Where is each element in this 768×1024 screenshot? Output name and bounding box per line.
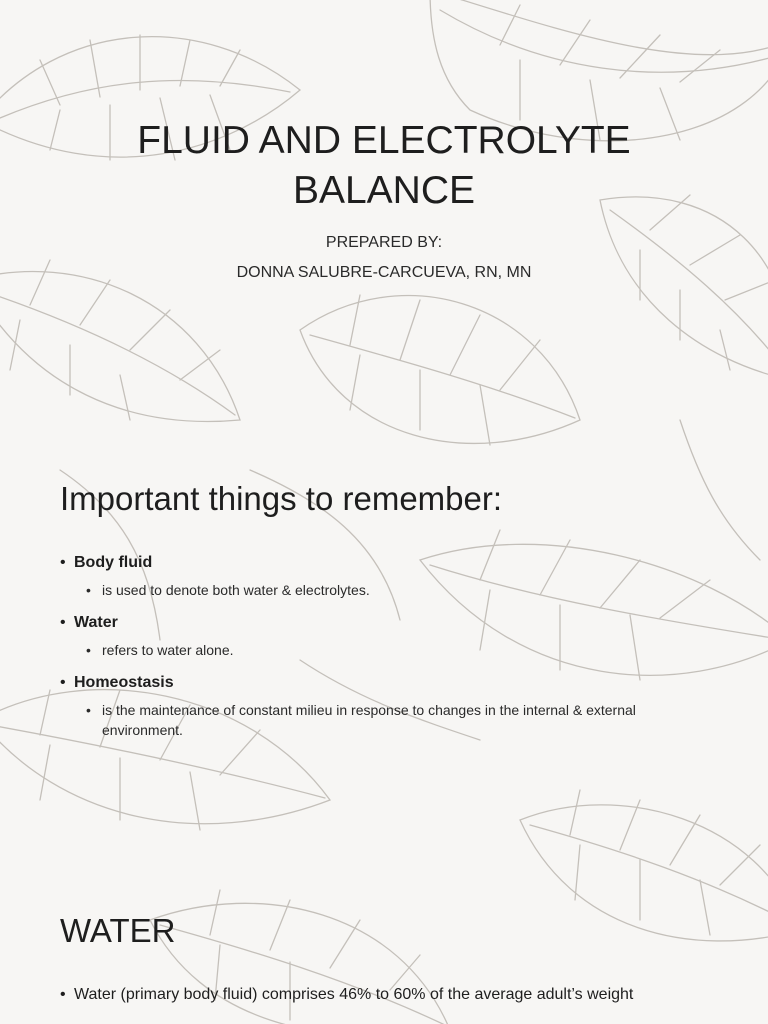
list-item bbox=[60, 612, 720, 660]
list-item bbox=[60, 552, 720, 600]
water-slide bbox=[0, 860, 768, 1024]
bullet-term: • Homeostasis bbox=[60, 672, 720, 694]
slide-heading: Important things to remember: bbox=[60, 480, 503, 517]
author-name: DONNA SALUBRE-CARCUEVA, RN, MN bbox=[236, 264, 532, 281]
bullet-detail: • is the maintenance of constant milieu in response to changes in the internal & external environment. bbox=[86, 700, 720, 740]
bullet-detail: • refers to water alone. bbox=[86, 640, 720, 660]
important-things-slide bbox=[0, 430, 768, 860]
bullet-term: • Body fluid bbox=[60, 552, 720, 574]
list-item bbox=[60, 672, 720, 740]
presentation-title: FLUID AND ELECTROLYTE BALANCE bbox=[137, 119, 631, 212]
title-slide bbox=[0, 0, 768, 430]
slide-heading: WATER bbox=[60, 912, 176, 949]
bullet-term: • Water bbox=[60, 612, 720, 634]
bullet-list bbox=[60, 552, 720, 752]
bullet-detail: • is used to denote both water & electrolytes. bbox=[86, 580, 720, 600]
bullet-list bbox=[60, 984, 720, 1018]
list-item bbox=[60, 984, 720, 1006]
bullet-text: • Water (primary body fluid) comprises 46% to 60% of the average adult’s weight bbox=[60, 984, 720, 1006]
prepared-by-label: PREPARED BY: bbox=[325, 234, 443, 251]
